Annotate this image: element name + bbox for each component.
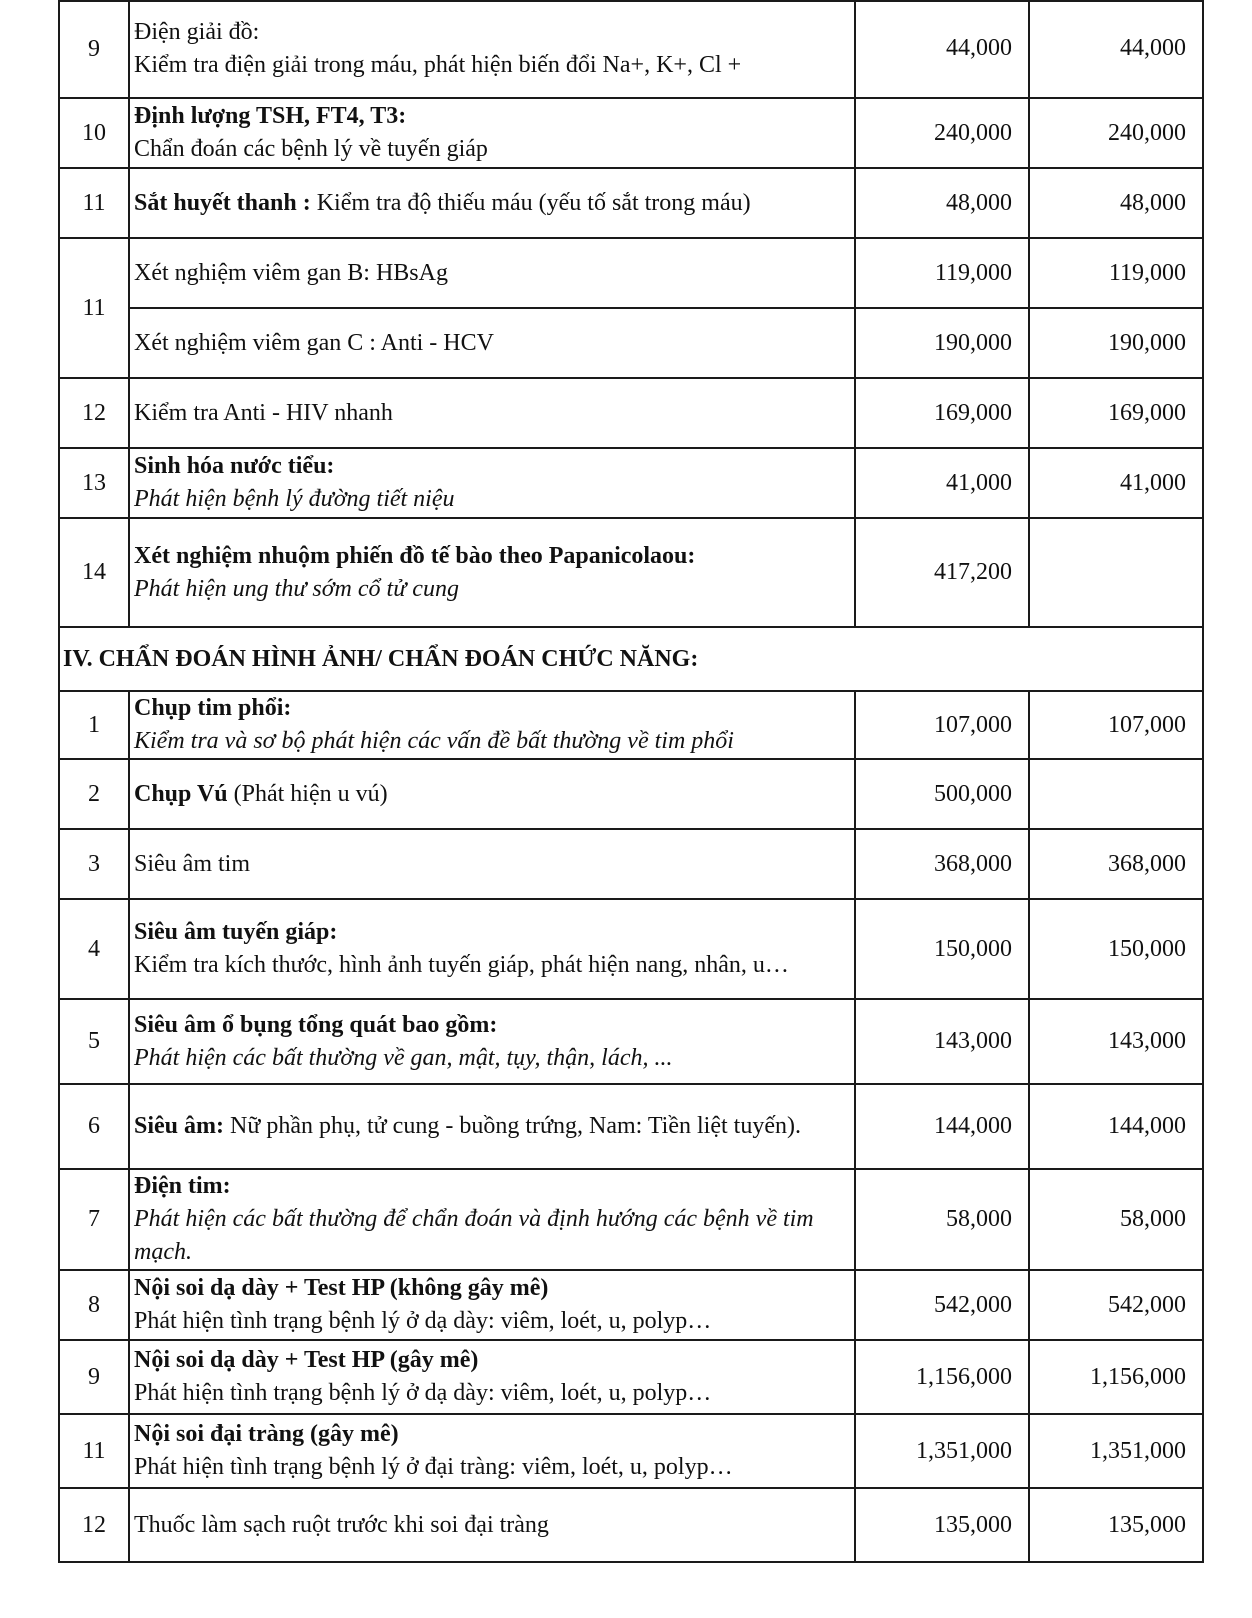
table-row (59, 448, 1203, 518)
table-row (59, 829, 1203, 899)
service-title: Sắt huyết thanh : (134, 189, 311, 216)
service-name (129, 518, 855, 627)
service-description: Chẩn đoán các bệnh lý về tuyến giáp (134, 136, 488, 162)
service-description: Kiểm tra và sơ bộ phát hiện các vấn đề bất thường về tim phổi (134, 728, 734, 754)
row-number: 2 (59, 759, 129, 829)
service-name: Xét nghiệm viêm gan B: HBsAg (129, 238, 855, 308)
row-number: 9 (59, 1340, 129, 1414)
price-cell: 240,000 (855, 98, 1029, 168)
table-row (59, 1414, 1203, 1488)
price-cell: 44,000 (1029, 1, 1203, 98)
service-name (129, 1270, 855, 1340)
service-description: Kiểm tra điện giải trong máu, phát hiện biến đổi Na+, K+, Cl + (134, 52, 742, 78)
table-row (59, 518, 1203, 627)
section-title: IV. CHẨN ĐOÁN HÌNH ẢNH/ CHẨN ĐOÁN CHỨC NĂNG: (59, 627, 1203, 691)
service-title: Nội soi đại tràng (gây mê) (134, 1421, 399, 1447)
service-name (129, 1169, 855, 1270)
row-number: 7 (59, 1169, 129, 1270)
row-number: 1 (59, 691, 129, 759)
service-title: Siêu âm ổ bụng tổng quát bao gồm: (134, 1011, 498, 1038)
service-name (129, 759, 855, 829)
service-title: Định lượng TSH, FT4, T3: (134, 103, 407, 129)
service-title: Chụp tim phổi: (134, 695, 292, 721)
service-name: Xét nghiệm viêm gan C : Anti - HCV (129, 308, 855, 378)
service-name (129, 1, 855, 98)
row-number: 12 (59, 378, 129, 448)
price-cell: 135,000 (1029, 1488, 1203, 1562)
price-cell: 150,000 (1029, 899, 1203, 999)
row-number: 12 (59, 1488, 129, 1562)
price-cell: 1,156,000 (855, 1340, 1029, 1414)
price-cell: 143,000 (1029, 999, 1203, 1084)
price-cell: 107,000 (1029, 691, 1203, 759)
price-cell: 169,000 (1029, 378, 1203, 448)
price-cell (1029, 518, 1203, 627)
price-cell: 135,000 (855, 1488, 1029, 1562)
price-cell: 119,000 (855, 238, 1029, 308)
service-title: Siêu âm: (134, 1113, 224, 1139)
table-row (59, 238, 1203, 308)
price-cell: 1,156,000 (1029, 1340, 1203, 1414)
row-number: 9 (59, 1, 129, 98)
table-row (59, 759, 1203, 829)
price-cell: 417,200 (855, 518, 1029, 627)
service-description: Phát hiện tình trạng bệnh lý ở đại tràng: viêm, loét, u, polyp… (134, 1454, 733, 1480)
section-header-row (59, 627, 1203, 691)
price-cell: 58,000 (1029, 1169, 1203, 1270)
price-cell: 48,000 (1029, 168, 1203, 238)
table-row (59, 308, 1203, 378)
service-description: Nữ phần phụ, tử cung - buồng trứng, Nam: Tiền liệt tuyến). (224, 1113, 801, 1139)
price-cell: 1,351,000 (855, 1414, 1029, 1488)
price-cell: 190,000 (855, 308, 1029, 378)
table-row (59, 1, 1203, 98)
service-name (129, 1340, 855, 1414)
service-name (129, 1414, 855, 1488)
price-cell: 1,351,000 (1029, 1414, 1203, 1488)
service-name (129, 448, 855, 518)
price-cell (1029, 759, 1203, 829)
service-description: Phát hiện các bất thường về gan, mật, tụy, thận, lách, ... (134, 1044, 673, 1071)
row-number: 3 (59, 829, 129, 899)
service-title: Sinh hóa nước tiểu: (134, 453, 335, 479)
row-number: 5 (59, 999, 129, 1084)
price-cell: 41,000 (1029, 448, 1203, 518)
table-row (59, 1340, 1203, 1414)
price-cell: 58,000 (855, 1169, 1029, 1270)
table-row (59, 1084, 1203, 1169)
table-row (59, 378, 1203, 448)
table-row (59, 1270, 1203, 1340)
service-description: Kiểm tra kích thước, hình ảnh tuyến giáp, phát hiện nang, nhân, u… (134, 952, 789, 978)
price-cell: 368,000 (1029, 829, 1203, 899)
price-cell: 41,000 (855, 448, 1029, 518)
price-cell: 143,000 (855, 999, 1029, 1084)
price-cell: 169,000 (855, 378, 1029, 448)
table-row (59, 1488, 1203, 1562)
row-number: 8 (59, 1270, 129, 1340)
price-cell: 542,000 (855, 1270, 1029, 1340)
row-number: 6 (59, 1084, 129, 1169)
row-number: 14 (59, 518, 129, 627)
service-description: Phát hiện bệnh lý đường tiết niệu (134, 486, 455, 512)
table-row (59, 691, 1203, 759)
service-description: Phát hiện tình trạng bệnh lý ở dạ dày: viêm, loét, u, polyp… (134, 1308, 712, 1334)
price-cell: 144,000 (855, 1084, 1029, 1169)
price-cell: 44,000 (855, 1, 1029, 98)
service-title: Nội soi dạ dày + Test HP (không gây mê) (134, 1275, 549, 1301)
row-number: 11 (59, 238, 129, 378)
service-title: Điện giải đồ: (134, 19, 260, 45)
price-cell: 144,000 (1029, 1084, 1203, 1169)
table-row (59, 899, 1203, 999)
row-number: 10 (59, 98, 129, 168)
table-row (59, 999, 1203, 1084)
price-table (58, 0, 1204, 1563)
price-cell: 368,000 (855, 829, 1029, 899)
price-cell: 150,000 (855, 899, 1029, 999)
service-title: Điện tim: (134, 1173, 231, 1199)
service-name (129, 999, 855, 1084)
service-title: Xét nghiệm nhuộm phiến đồ tế bào theo Papanicolaou: (134, 542, 696, 569)
price-cell: 48,000 (855, 168, 1029, 238)
table-row (59, 98, 1203, 168)
service-name (129, 168, 855, 238)
price-cell: 190,000 (1029, 308, 1203, 378)
service-name (129, 899, 855, 999)
service-name: Kiểm tra Anti - HIV nhanh (129, 378, 855, 448)
service-name: Siêu âm tim (129, 829, 855, 899)
row-number: 11 (59, 168, 129, 238)
service-title: Chụp Vú (134, 780, 228, 807)
price-cell: 119,000 (1029, 238, 1203, 308)
service-name (129, 1084, 855, 1169)
service-description: Phát hiện ung thư sớm cổ tử cung (134, 575, 459, 602)
service-description: Phát hiện các bất thường để chẩn đoán và định hướng các bệnh về tim mạch. (134, 1206, 814, 1265)
price-cell: 500,000 (855, 759, 1029, 829)
price-cell: 107,000 (855, 691, 1029, 759)
price-table-page (58, 0, 1202, 1563)
service-name (129, 98, 855, 168)
service-name: Thuốc làm sạch ruột trước khi soi đại tràng (129, 1488, 855, 1562)
price-cell: 542,000 (1029, 1270, 1203, 1340)
price-cell: 240,000 (1029, 98, 1203, 168)
row-number: 4 (59, 899, 129, 999)
row-number: 11 (59, 1414, 129, 1488)
service-title: Nội soi dạ dày + Test HP (gây mê) (134, 1347, 479, 1373)
service-description: (Phát hiện u vú) (227, 780, 388, 807)
service-description: Kiểm tra độ thiếu máu (yếu tố sắt trong máu) (316, 189, 751, 216)
row-number: 13 (59, 448, 129, 518)
service-name (129, 691, 855, 759)
table-row (59, 1169, 1203, 1270)
table-row (59, 168, 1203, 238)
service-description: Phát hiện tình trạng bệnh lý ở dạ dày: viêm, loét, u, polyp… (134, 1380, 712, 1406)
service-title: Siêu âm tuyến giáp: (134, 919, 338, 945)
